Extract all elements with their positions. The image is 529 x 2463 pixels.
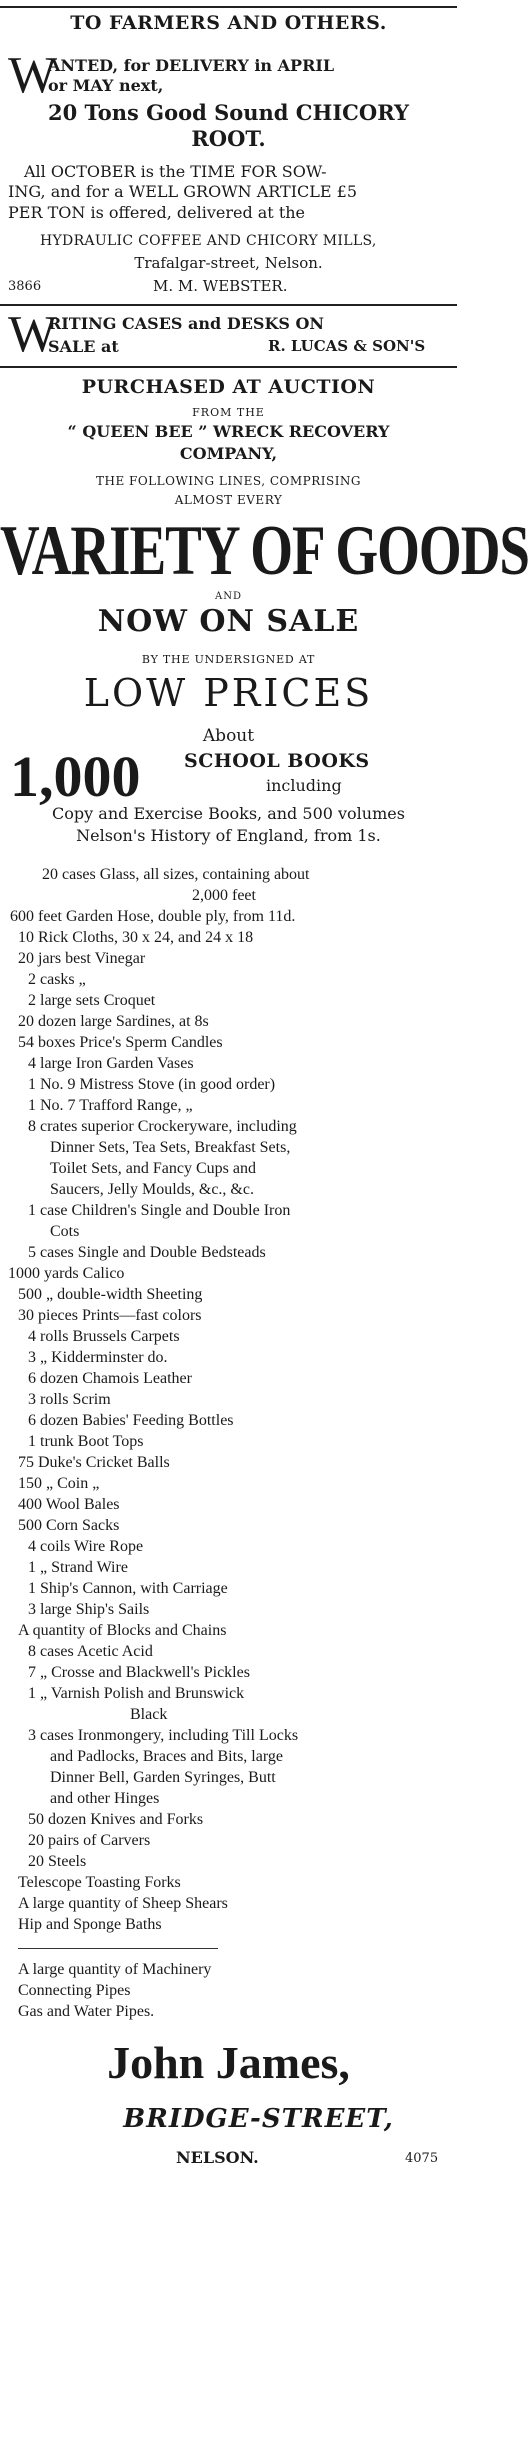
ad3-copy-line2: Nelson's History of England, from 1s. [76, 826, 381, 845]
list-item: 8 crates superior Crockeryware, including [28, 1118, 297, 1135]
list-item: A large quantity of Sheep Shears [18, 1895, 228, 1912]
list-item: Telescope Toasting Forks [18, 1874, 181, 1891]
ad1-line1: ANTED, for DELIVERY in APRIL [48, 56, 335, 75]
list-item: 10 Rick Cloths, 30 x 24, and 24 x 18 [18, 929, 254, 946]
list-item: Toilet Sets, and Fancy Cups and [50, 1160, 256, 1177]
ad1-line8: HYDRAULIC COFFEE AND CHICORY MILLS, [40, 233, 377, 249]
list-item: 4 rolls Brussels Carpets [28, 1328, 180, 1345]
list-item: 3 rolls Scrim [28, 1391, 111, 1408]
list-item: Connecting Pipes [18, 1982, 131, 1999]
ad3-school-books: SCHOOL BOOKS [184, 750, 370, 772]
ad1-signer: M. M. WEBSTER. [153, 277, 288, 295]
list-item: 20 pairs of Carvers [28, 1832, 151, 1849]
list-item: 20 cases Glass, all sizes, containing about [42, 866, 310, 883]
list-item: 2 casks „ [28, 971, 86, 988]
ad3-now-on-sale: NOW ON SALE [97, 604, 360, 639]
ad2-line2: SALE at [48, 337, 119, 356]
ad1-drop-cap: W [8, 47, 58, 104]
ad1-line5: All OCTOBER is the TIME FOR SOW- [24, 162, 327, 181]
ad3-variety-of-goods: VARIETY OF GOODS [0, 510, 529, 590]
list-item: 1 No. 9 Mistress Stove (in good order) [28, 1076, 276, 1093]
list-item: Black [130, 1706, 168, 1723]
ad1-line4: ROOT. [191, 126, 266, 151]
ad3-company: COMPANY, [179, 444, 278, 463]
ad1-heading: TO FARMERS AND OTHERS. [70, 12, 387, 34]
ad3-ref: 4075 [405, 2151, 439, 2166]
ad3-heading-purchased: PURCHASED AT AUCTION [81, 376, 376, 398]
list-item: 6 dozen Babies' Feeding Bottles [28, 1412, 234, 1429]
ad2-line1: RITING CASES and DESKS ON [48, 314, 325, 333]
ad1-line3: 20 Tons Good Sound CHICORY [48, 100, 409, 125]
top-rule [0, 6, 457, 8]
list-item: A quantity of Blocks and Chains [18, 1622, 227, 1639]
list-item: 1 „ Varnish Polish and Brunswick [28, 1685, 245, 1702]
list-item: Cots [50, 1223, 80, 1240]
list-item: 1 trunk Boot Tops [28, 1433, 144, 1450]
ad3-about: About [202, 726, 255, 746]
list-item: 3 cases Ironmongery, including Till Locks [28, 1727, 299, 1744]
ad2-seller: R. LUCAS & SON'S [268, 337, 426, 355]
list-item: 7 „ Crosse and Blackwell's Pickles [28, 1664, 250, 1681]
list-item: 2,000 feet [192, 887, 256, 904]
ad3-advertiser-name: John James, [107, 2037, 350, 2088]
ad3-following-lines: THE FOLLOWING LINES, COMPRISING [95, 474, 362, 488]
list-item: 1 „ Strand Wire [28, 1559, 128, 1576]
list-item: Hip and Sponge Baths [18, 1916, 162, 1933]
ad1-line7: PER TON is offered, delivered at the [8, 203, 306, 222]
ad3-town: NELSON. [176, 2148, 259, 2167]
list-item: 1 case Children's Single and Double Iron [28, 1202, 291, 1219]
list-item: Dinner Bell, Garden Syringes, Butt [50, 1769, 276, 1786]
ad3-queen-bee: “ QUEEN BEE ” WRECK RECOVERY [67, 422, 390, 441]
ad3-low-prices: LOW PRICES [83, 671, 374, 715]
list-item: and other Hinges [50, 1790, 160, 1807]
ad3-including: including [266, 776, 342, 795]
list-item: 4 large Iron Garden Vases [28, 1055, 194, 1072]
list-item: 4 coils Wire Rope [28, 1538, 144, 1555]
list-item: 6 dozen Chamois Leather [28, 1370, 192, 1387]
ad3-count: 1,000 [10, 744, 141, 809]
list-item: 1 No. 7 Trafford Range, „ [28, 1097, 193, 1114]
list-item: 150 „ Coin „ [18, 1475, 100, 1492]
list-item: 54 boxes Price's Sperm Candles [18, 1034, 223, 1051]
short-divider [18, 1948, 218, 1949]
list-item: 20 dozen large Sardines, at 8s [18, 1013, 209, 1030]
list-item: 75 Duke's Cricket Balls [18, 1454, 170, 1471]
ad3-by-undersigned: BY THE UNDERSIGNED AT [141, 653, 316, 666]
ad3-and: AND [215, 591, 242, 602]
list-item: 8 cases Acetic Acid [28, 1643, 153, 1660]
ad3-from-the: FROM THE [192, 406, 265, 419]
ad3-street: BRIDGE-STREET, [123, 2104, 394, 2134]
list-item: and Padlocks, Braces and Bits, large [50, 1748, 283, 1765]
ad1-ref: 3866 [8, 279, 42, 294]
ad3-copy-line1: Copy and Exercise Books, and 500 volumes [52, 804, 405, 823]
list-item: 500 Corn Sacks [18, 1517, 120, 1534]
list-item: 600 feet Garden Hose, double ply, from 11d. [10, 908, 296, 925]
ad2-drop-cap: W [8, 306, 58, 363]
list-item: Dinner Sets, Tea Sets, Breakfast Sets, [50, 1139, 291, 1156]
list-item: A large quantity of Machinery [18, 1961, 212, 1978]
list-item: 3 „ Kidderminster do. [28, 1349, 168, 1366]
list-item: 2 large sets Croquet [28, 992, 156, 1009]
list-item: 400 Wool Bales [18, 1496, 120, 1513]
list-item: 30 pieces Prints—fast colors [18, 1307, 202, 1324]
list-item: 5 cases Single and Double Bedsteads [28, 1244, 266, 1261]
divider-rule [0, 366, 457, 368]
list-item: 20 Steels [28, 1853, 87, 1870]
list-item: 3 large Ship's Sails [28, 1601, 150, 1618]
list-item: 1 Ship's Cannon, with Carriage [28, 1580, 228, 1597]
list-item: Gas and Water Pipes. [18, 2003, 155, 2020]
list-item: 50 dozen Knives and Forks [28, 1811, 204, 1828]
ad3-almost-every: ALMOST EVERY [174, 493, 283, 507]
ad1-line2: or MAY next, [48, 76, 164, 95]
list-item: Saucers, Jelly Moulds, &c., &c. [50, 1181, 254, 1198]
ad1-line9: Trafalgar-street, Nelson. [134, 254, 323, 272]
list-item: 1000 yards Calico [8, 1265, 125, 1282]
list-item: 500 „ double-width Sheeting [18, 1286, 203, 1303]
divider-rule [0, 304, 457, 306]
list-item: 20 jars best Vinegar [18, 950, 146, 967]
ad1-line6: ING, and for a WELL GROWN ARTICLE £5 [8, 182, 358, 201]
